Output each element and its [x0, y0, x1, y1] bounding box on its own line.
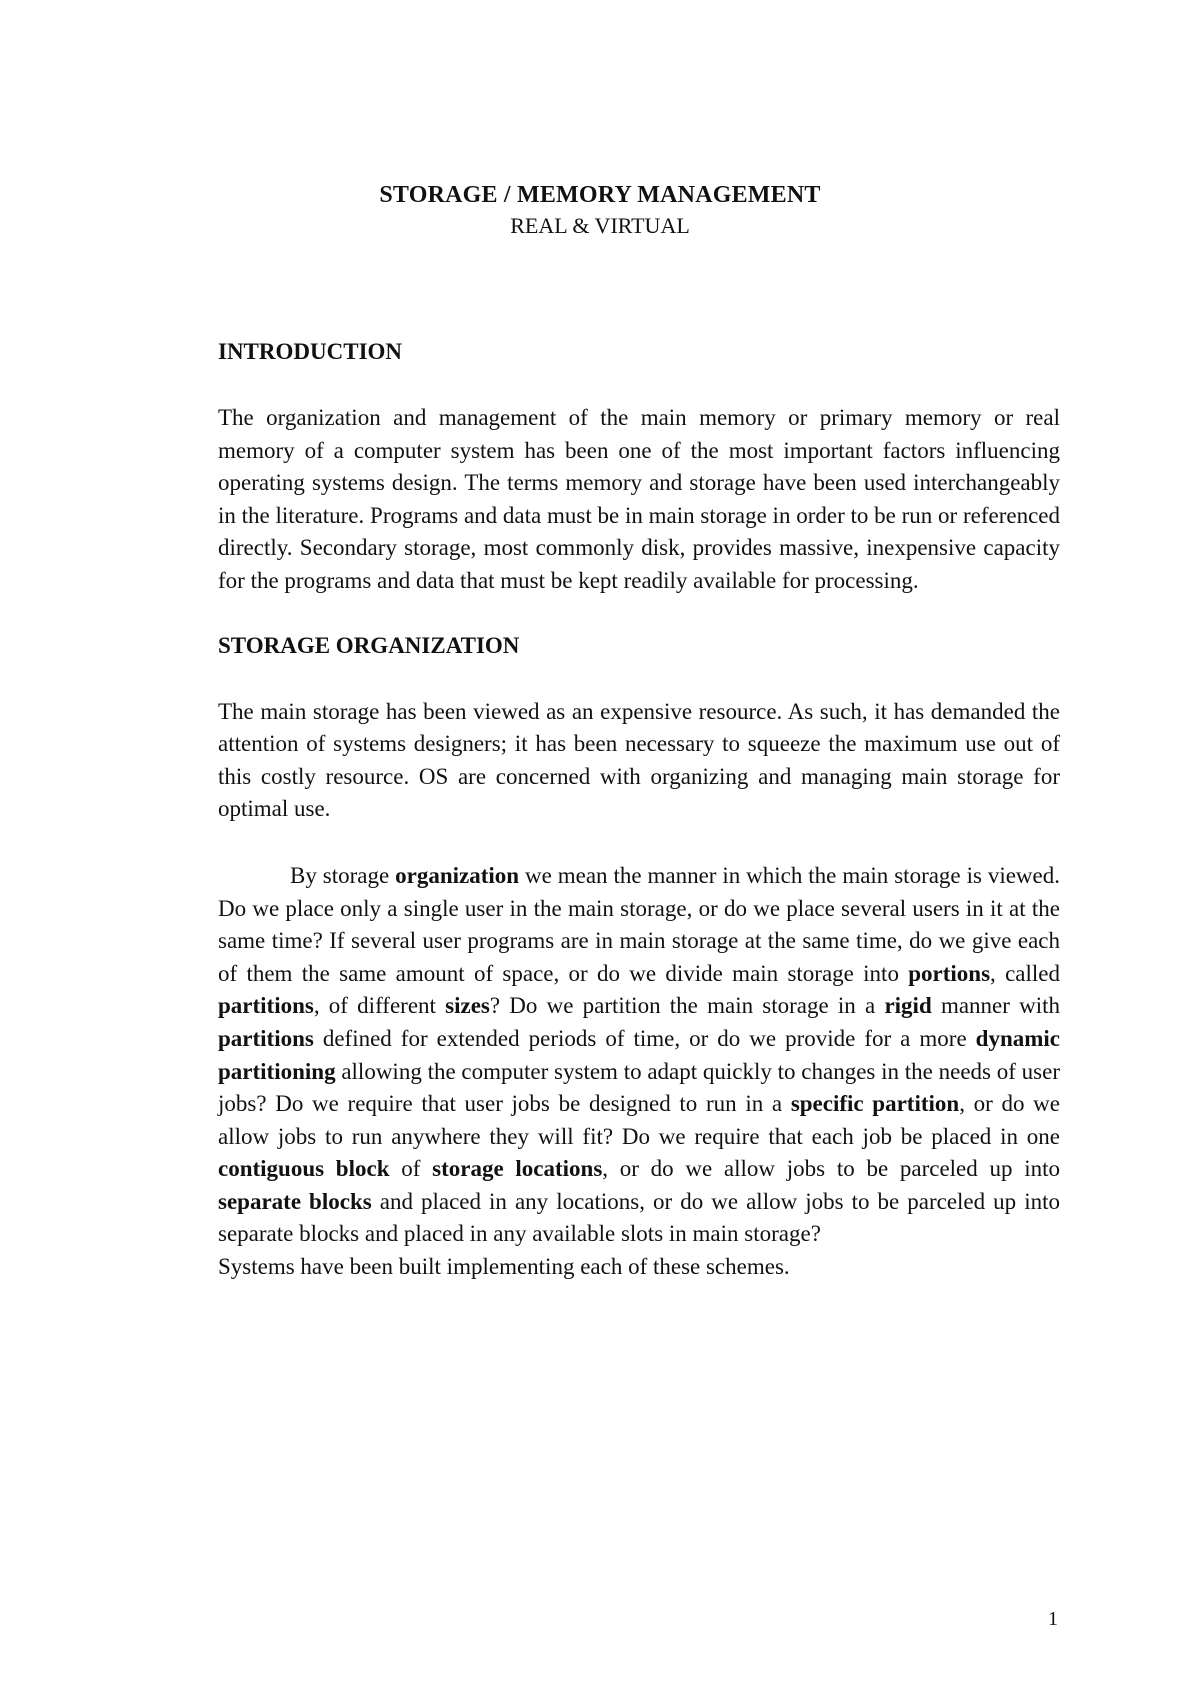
paragraph-organization-questions [218, 860, 1060, 1251]
text-run: and placed in any locations, or do we allow jobs to be parceled up into separate blocks and placed in any available slots in main storage? [218, 1188, 1060, 1247]
text-run: , of different [313, 993, 446, 1019]
bold-term: partitions [218, 1025, 314, 1051]
bold-term: storage locations [432, 1156, 603, 1182]
bold-term: contiguous block [218, 1156, 390, 1182]
paragraph-introduction: The organization and management of the main memory or primary memory or real memory of a computer system has been one of the most important factors influencing operating systems design. The terms memory and storage have been used interchangeably in the literature. Programs and data must be in main storage in order to be run or referenced directly. Secondary storage, most commonly disk, provides massive, inexpensive capacity for the programs and data that must be kept readily available for processing. [218, 405, 1060, 593]
paragraph-storage-organization: The main storage has been viewed as an expensive resource. As such, it has demanded the attention of systems designers; it has been necessary to squeeze the maximum use out of this costly resource. OS are concerned with organizing and managing main storage for optimal use. [218, 698, 1060, 822]
bold-term: organization [395, 862, 520, 888]
text-run: defined for extended periods of time, or do we provide for a more [313, 1025, 976, 1051]
section-heading-storage-organization: STORAGE ORGANIZATION [218, 632, 520, 658]
document-title: STORAGE / MEMORY MANAGEMENT [379, 182, 821, 208]
text-run: we mean the manner in which the main storage is viewed. Do we place only a single user in the main storage, or do we place several users in it at the same time? If several user programs are in main storage at the same time, do we give each of them the same amount of space, or do we divide main storage into [218, 862, 1060, 986]
text-run: manner with [931, 993, 1061, 1019]
text-run: By storage [290, 862, 396, 888]
bold-term: rigid [884, 993, 932, 1019]
section-heading-introduction: INTRODUCTION [218, 339, 403, 364]
text-run: of [389, 1156, 433, 1182]
text-run: , called [990, 960, 1060, 986]
closing-line: Systems have been built implementing each of these schemes. [218, 1254, 790, 1280]
text-run: ? Do we partition the main storage in a [489, 993, 885, 1019]
text-run: , or do we allow jobs to be parceled up into [602, 1156, 1060, 1182]
bold-term: dynamic partitioning [218, 1025, 1060, 1084]
bold-term: specific partition [790, 1091, 960, 1117]
text-run: allowing the computer system to adapt quickly to changes in the needs of user jobs? Do we require that user jobs be designed to run in a [218, 1058, 1060, 1117]
bold-term: partitions [218, 993, 314, 1019]
text-run: , or do we allow jobs to run anywhere they will fit? Do we require that each job be placed in one [218, 1091, 1060, 1149]
bold-term: portions [908, 960, 991, 986]
document-body [218, 338, 1060, 1284]
document-subtitle: REAL & VIRTUAL [510, 213, 690, 238]
title-block [0, 180, 1200, 240]
page-number: 1 [1048, 1608, 1058, 1630]
bold-term: separate blocks [218, 1188, 372, 1214]
bold-term: sizes [445, 993, 490, 1019]
